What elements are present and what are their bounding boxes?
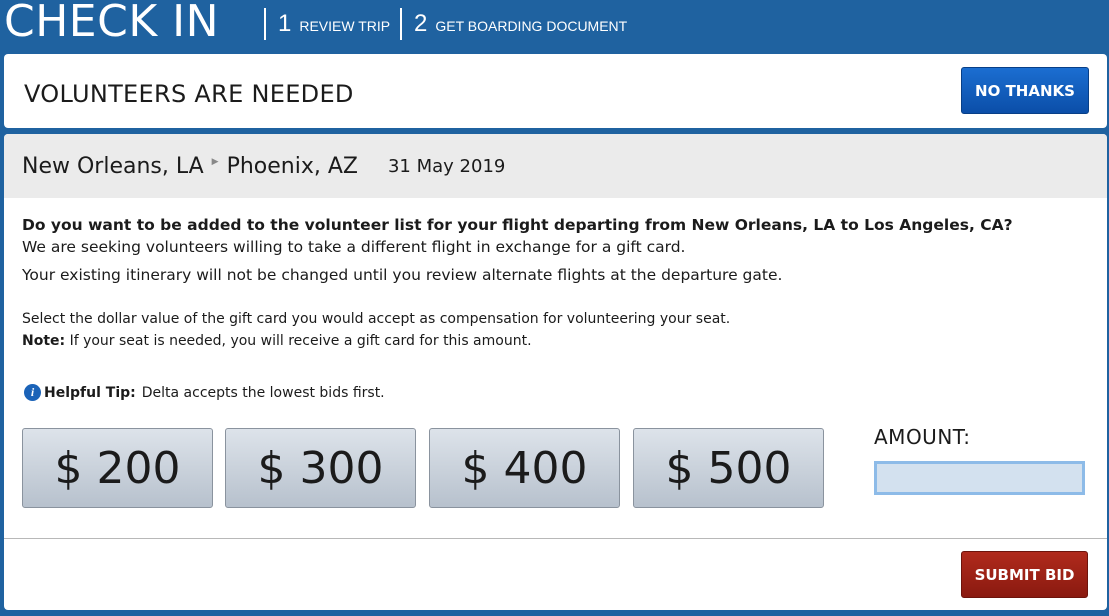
- no-thanks-button[interactable]: NO THANKS: [961, 67, 1089, 114]
- tip-text: Delta accepts the lowest bids first.: [141, 384, 385, 401]
- volunteer-heading: VOLUNTEERS ARE NEEDED: [24, 80, 354, 108]
- note: [22, 330, 1082, 352]
- destination-city: Phoenix, AZ: [226, 153, 358, 179]
- divider: [4, 538, 1107, 539]
- bid-200-button[interactable]: $ 200: [22, 428, 213, 508]
- amount-label: AMOUNT:: [874, 425, 971, 449]
- step-number: 2: [414, 10, 428, 37]
- itinerary-paragraph: Your existing itinerary will not be changed until you review alternate flights at the departure gate.: [22, 266, 783, 284]
- origin-city: New Orleans, LA: [22, 153, 204, 179]
- step-get-boarding-document: [400, 8, 627, 40]
- step-number: 1: [278, 10, 292, 37]
- select-instruction: Select the dollar value of the gift card you would accept as compensation for volunteering your seat.: [22, 311, 731, 327]
- flight-date: 31 May 2019: [387, 155, 506, 177]
- bid-300-button[interactable]: $ 300: [225, 428, 416, 508]
- step-label: REVIEW TRIP: [299, 18, 391, 34]
- helpful-tip: [24, 384, 385, 401]
- amount-input[interactable]: [874, 461, 1085, 495]
- info-paragraph: We are seeking volunteers willing to take a different flight in exchange for a gift card.: [22, 238, 686, 256]
- header: [0, 0, 1109, 52]
- note-label: Note:: [22, 333, 66, 349]
- note-text: If your seat is needed, you will receive a gift card for this amount.: [65, 333, 532, 349]
- tip-label: Helpful Tip:: [44, 384, 136, 401]
- bid-500-button[interactable]: $ 500: [633, 428, 824, 508]
- step-label: GET BOARDING DOCUMENT: [435, 18, 628, 34]
- volunteer-card: [4, 54, 1107, 128]
- step-review-trip: [264, 8, 390, 40]
- volunteer-question: Do you want to be added to the volunteer list for your flight departing from New Orleans, LA to Los Angeles, CA?: [22, 216, 1013, 234]
- triangle-right-icon: ▶: [211, 157, 219, 167]
- info-icon: i: [24, 384, 41, 401]
- description: [22, 214, 1082, 352]
- main-panel: [4, 134, 1107, 610]
- page-title: CHECK IN: [4, 0, 220, 47]
- submit-bid-button[interactable]: SUBMIT BID: [961, 551, 1088, 598]
- bid-400-button[interactable]: $ 400: [429, 428, 620, 508]
- route-bar: [4, 134, 1107, 198]
